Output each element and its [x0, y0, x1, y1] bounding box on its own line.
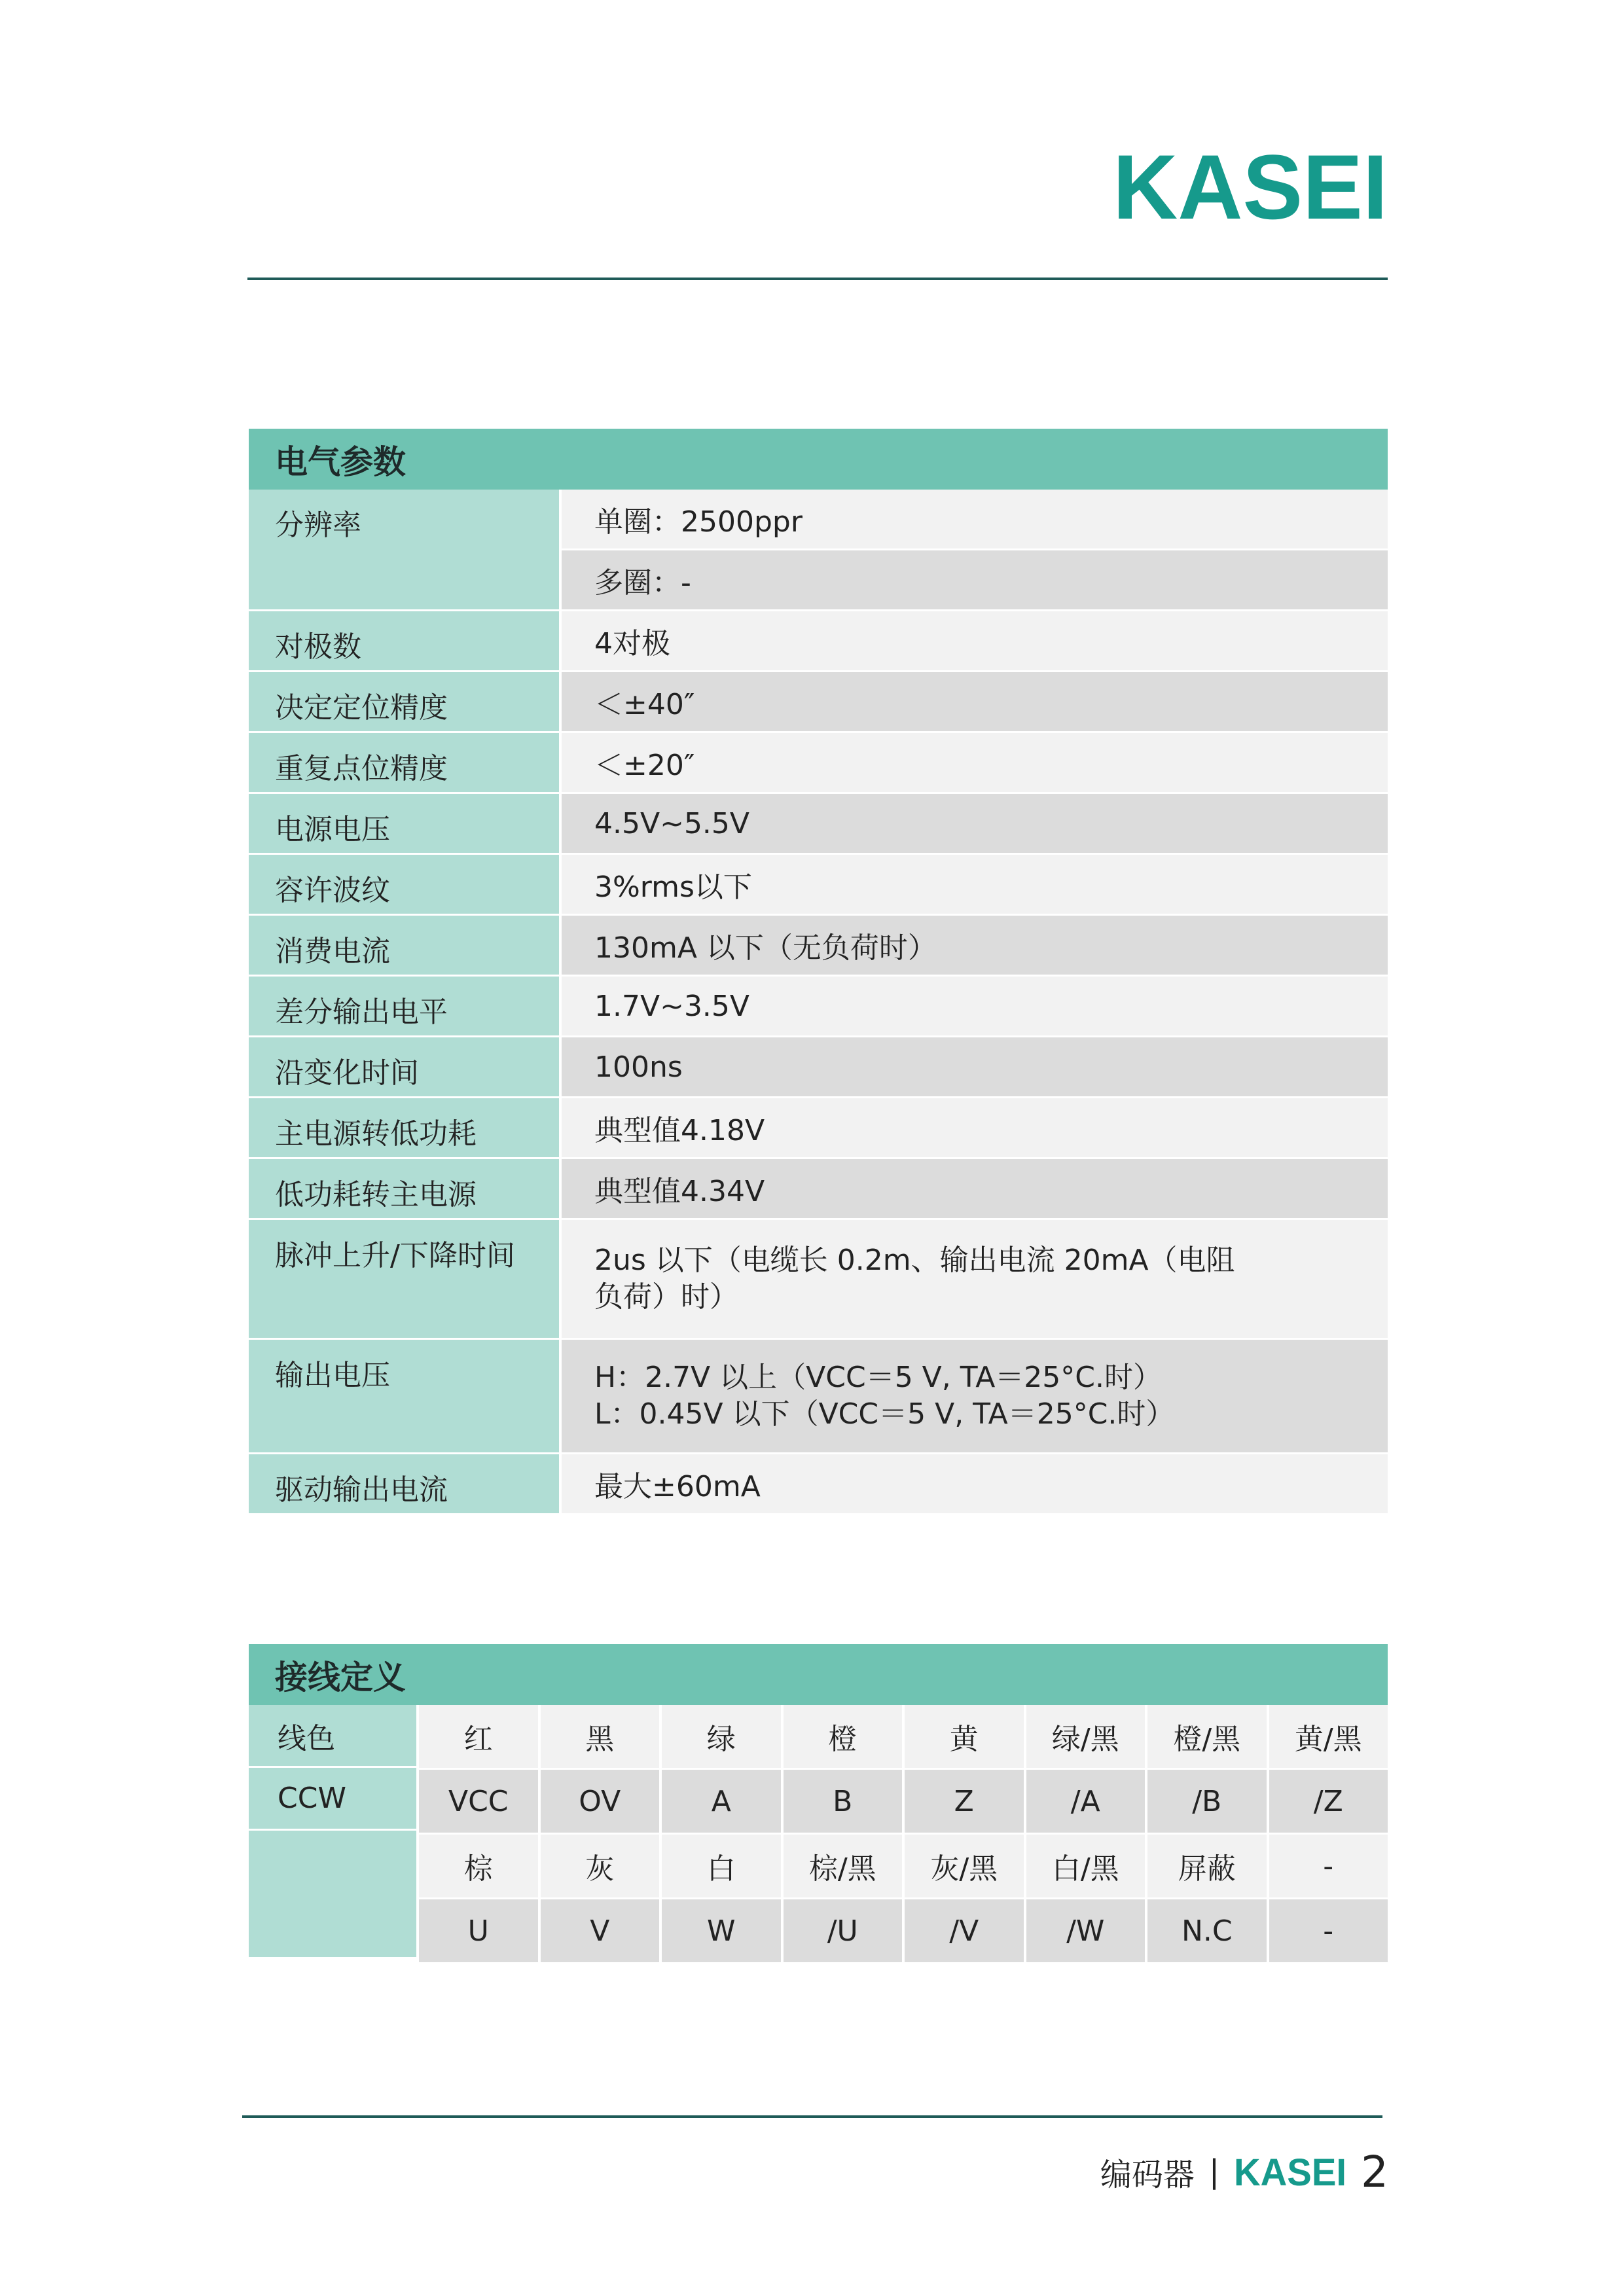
wire-cell: W [659, 1899, 781, 1962]
wire-cell: U [416, 1899, 538, 1962]
param-label: 驱动输出电流 [249, 1454, 559, 1515]
param-label: 容许波纹 [249, 855, 559, 916]
wire-cell: /B [1145, 1770, 1267, 1833]
param-value [559, 1340, 1388, 1454]
wire-cell: - [1267, 1899, 1388, 1962]
electrical-parameters-table [249, 429, 1388, 1515]
wire-cell: OV [538, 1770, 660, 1833]
wire-color-row [416, 1705, 1388, 1770]
param-value-line: L：0.45V 以下（VCC＝5 V, TA＝25°C.时） [594, 1397, 1175, 1431]
param-row [249, 490, 1388, 611]
wire-cell: 棕 [416, 1835, 538, 1897]
wire-color-label: 线色 [249, 1705, 416, 1768]
param-value: 典型值4.34V [559, 1159, 1388, 1220]
param-row [249, 611, 1388, 672]
param-value-line: 负荷）时） [594, 1280, 738, 1314]
param-label: 决定定位精度 [249, 672, 559, 733]
wire-cell: /Z [1267, 1770, 1388, 1833]
param-value-line: 2us 以下（电缆长 0.2m、输出电流 20mA（电阻 [594, 1243, 1235, 1277]
wiring-label-blank [249, 1831, 416, 1957]
wire-cell: N.C [1145, 1899, 1267, 1962]
param-value: 4.5V~5.5V [559, 794, 1388, 855]
param-label: 低功耗转主电源 [249, 1159, 559, 1220]
wire-cell: V [538, 1899, 660, 1962]
wire-cell: 红 [416, 1705, 538, 1768]
kasei-footer-logo [1234, 2155, 1346, 2188]
param-value: 1.7V~3.5V [559, 977, 1388, 1037]
wire-cell: 棕/黑 [781, 1835, 903, 1897]
param-label: 差分输出电平 [249, 977, 559, 1037]
signal-row [416, 1770, 1388, 1835]
param-label: 分辨率 [249, 490, 559, 611]
param-row [249, 1220, 1388, 1340]
param-value: 130mA 以下（无负荷时） [559, 916, 1388, 977]
wire-cell: 灰 [538, 1835, 660, 1897]
wire-cell: /W [1024, 1899, 1146, 1962]
wire-color-row [416, 1835, 1388, 1899]
param-value: 100ns [559, 1037, 1388, 1098]
signal-row [416, 1899, 1388, 1962]
wire-cell: 白/黑 [1024, 1835, 1146, 1897]
wiring-definition-table [249, 1644, 1388, 1962]
wire-cell: A [659, 1770, 781, 1833]
footer-separator: | [1208, 2153, 1219, 2190]
param-label: 脉冲上升/下降时间 [249, 1220, 559, 1340]
wire-cell: - [1267, 1835, 1388, 1897]
kasei-logo-text: KASEI [1113, 145, 1388, 226]
wire-cell: 灰/黑 [902, 1835, 1024, 1897]
param-value: 典型值4.18V [559, 1098, 1388, 1159]
wire-cell: /V [902, 1899, 1024, 1962]
param-row [249, 1037, 1388, 1098]
wire-cell: 黄/黑 [1267, 1705, 1388, 1768]
wire-cell: 绿/黑 [1024, 1705, 1146, 1768]
param-row [249, 1340, 1388, 1454]
param-label: 电源电压 [249, 794, 559, 855]
param-label: 主电源转低功耗 [249, 1098, 559, 1159]
param-value: 多圈：- [559, 550, 1388, 611]
param-label: 输出电压 [249, 1340, 559, 1454]
wire-cell: /A [1024, 1770, 1146, 1833]
wire-cell: 橙 [781, 1705, 903, 1768]
electrical-parameters-title: 电气参数 [249, 429, 1388, 490]
wire-cell: /U [781, 1899, 903, 1962]
param-value: 3%rms以下 [559, 855, 1388, 916]
wiring-definition-title: 接线定义 [249, 1644, 1388, 1705]
param-value-line: H：2.7V 以上（VCC＝5 V, TA＝25°C.时） [594, 1360, 1163, 1394]
param-label: 消费电流 [249, 916, 559, 977]
param-row [249, 977, 1388, 1037]
wire-cell: B [781, 1770, 903, 1833]
param-row [249, 1454, 1388, 1515]
kasei-logo [1113, 145, 1388, 226]
wire-cell: 屏蔽 [1145, 1835, 1267, 1897]
param-row [249, 794, 1388, 855]
header-divider [247, 278, 1388, 280]
param-row [249, 672, 1388, 733]
wire-cell: 黑 [538, 1705, 660, 1768]
page-footer [1100, 2132, 1388, 2211]
footer-product: 编码器 [1100, 2156, 1195, 2193]
footer-divider [242, 2115, 1382, 2118]
param-row [249, 733, 1388, 794]
param-value: ＜±20″ [559, 733, 1388, 794]
param-value: 4对极 [559, 611, 1388, 672]
wire-cell: 黄 [902, 1705, 1024, 1768]
wire-cell: VCC [416, 1770, 538, 1833]
param-row [249, 855, 1388, 916]
param-value: 单圈：2500ppr [559, 490, 1388, 550]
wire-cell: 绿 [659, 1705, 781, 1768]
ccw-label: CCW [249, 1768, 416, 1831]
param-row [249, 1098, 1388, 1159]
param-value: ＜±40″ [559, 672, 1388, 733]
param-row [249, 1159, 1388, 1220]
param-value: 最大±60mA [559, 1454, 1388, 1515]
kasei-footer-logo-text: KASEI [1234, 2155, 1346, 2188]
param-value [559, 1220, 1388, 1340]
param-label: 沿变化时间 [249, 1037, 559, 1098]
param-label: 重复点位精度 [249, 733, 559, 794]
param-row [249, 916, 1388, 977]
page-number: 2 [1361, 2146, 1388, 2197]
wire-cell: 橙/黑 [1145, 1705, 1267, 1768]
param-label: 对极数 [249, 611, 559, 672]
wire-cell: Z [902, 1770, 1024, 1833]
wire-cell: 白 [659, 1835, 781, 1897]
